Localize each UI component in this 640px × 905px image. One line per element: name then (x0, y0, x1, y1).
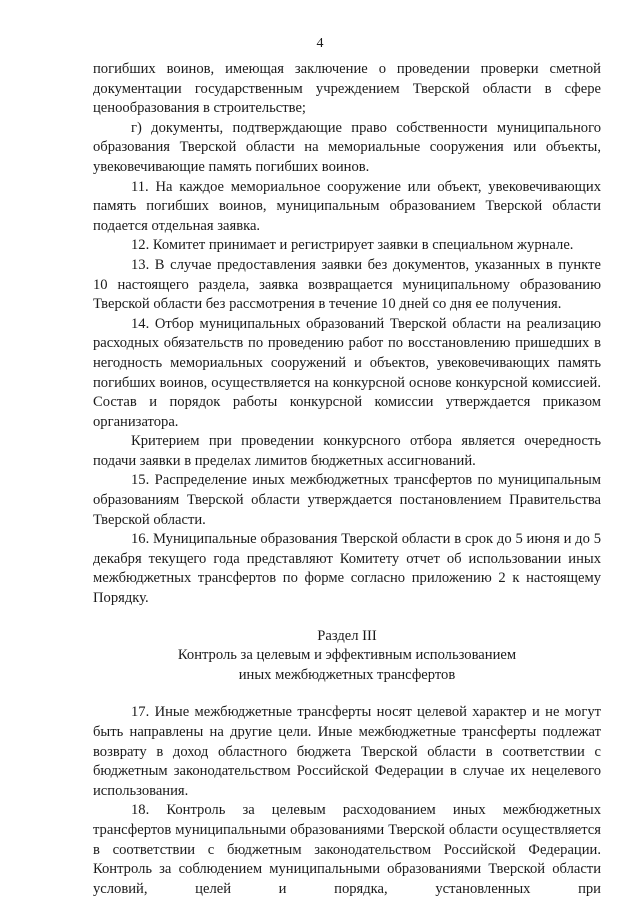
paragraph-criterion: Критерием при проведении конкурсного отбора является очередность подачи заявки в пределах лимитов бюджетных ассигнований. (93, 433, 601, 469)
paragraph-17: 17. Иные межбюджетные трансферты носят целевой характер и не могут быть направлены на другие цели. Иные межбюджетные трансферты подлежат возврату в доход областного бюджета Тверской области в соответствии с бюджетным законодательством Российской Федерации в случае их нецелевого использования. (93, 704, 601, 799)
spacer (93, 609, 601, 627)
paragraph-14: 14. Отбор муниципальных образований Тверской области на реализацию расходных обязательств по проведению работ по восстановлению пришедших в негодность мемориальных сооружений и объектов, увековечивающих память погибших воинов, осуществляется на конкурсной основе конкурсной комиссией. Состав и порядок работы конкурсной комиссии утверждается приказом организатора. (93, 315, 601, 430)
paragraph-16: 16. Муниципальные образования Тверской области в срок до 5 июня и до 5 декабря текущего года представляют Комитету отчет об использовании иных межбюджетных трансфертов по форме согласно приложению 2 к настоящему Порядку. (93, 531, 601, 607)
paragraph-18: 18. Контроль за целевым расходованием иных межбюджетных трансфертов муниципальными образованиями Тверской области осуществляется в соответствии с бюджетным законодательством Российской Федерации. Контроль за соблюдением муниципальными образованиями Тверской области условий, целей и порядка, установленных при (93, 802, 601, 897)
paragraph-15: 15. Распределение иных межбюджетных трансфертов по муниципальным образованиям Тверской области утверждается постановлением Правительства Тверской области. (93, 472, 601, 528)
spacer (93, 685, 601, 703)
paragraph-13: 13. В случае предоставления заявки без документов, указанных в пункте 10 настоящего раздела, заявка возвращается муниципальному образованию Тверской области без рассмотрения в течение 10 дней со дня ее получения. (93, 256, 601, 313)
paragraph-continuation: погибших воинов, имеющая заключение о проведении проверки сметной документации государственным учреждением Тверской области в сфере ценообразования в строительстве; (93, 61, 601, 117)
page-number: 4 (316, 36, 324, 51)
section-title-line-2: иных межбюджетных трансфертов (238, 666, 456, 683)
paragraph-item-g: г) документы, подтверждающие право собственности муниципального образования Тверской области на мемориальные сооружения или объекты, увековечивающие память погибших воинов. (93, 119, 601, 175)
section-number: Раздел III (317, 627, 377, 644)
paragraph-12: 12. Комитет принимает и регистрирует заявки в специальном журнале. (131, 237, 574, 254)
section-title-line-1: Контроль за целевым и эффективным использованием (177, 647, 517, 664)
document-body (93, 60, 601, 899)
paragraph-11: 11. На каждое мемориальное сооружение или объект, увековечивающих память погибших воинов, муниципальным образованием Тверской области подается отдельная заявка. (93, 178, 601, 234)
